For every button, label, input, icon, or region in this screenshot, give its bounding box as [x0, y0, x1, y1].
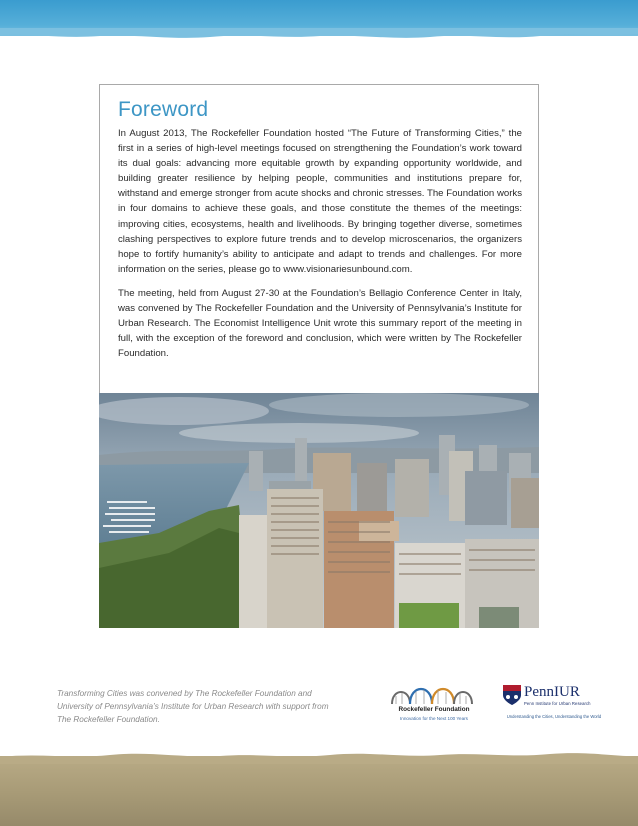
foreword-title: Foreword [118, 98, 209, 121]
rockefeller-logo-name: Rockefeller Foundation [398, 706, 470, 713]
penn-iur-logo [500, 684, 608, 724]
foreword-paragraph-1: In August 2013, The Rockefeller Foundation hosted “The Future of Transforming Cities,” the first in a series of high-level meetings focused on strengthening the Foundation’s work toward its dual goals: advancing more equitable growth by expanding opportunity worldwide, and building greater resilience by helping people, communities and institutions prepare for, withstand and emerge stronger from acute shocks and chronic stresses. The Foundation works in four domains to achieve these goals, and those constitute the themes of the meetings: improving cities, ecosystems, health and livelihoods. By bringing together diverse, sometimes clashing perspectives to explore future trends and to develop microscenarios, the organizers hope to fortify humanity’s ability to anticipate and adapt to trends and challenges. For more information on the series, please go to www.visionariesunbound.com. [118, 128, 522, 275]
penn-shield-icon [502, 684, 522, 706]
penn-iur-wordmark: PennIUR [524, 684, 580, 700]
footer-note [57, 688, 367, 726]
bottom-decorative-band [0, 756, 638, 826]
rockefeller-arches-icon [380, 680, 488, 706]
footer-note-line-3: The Rockefeller Foundation. [57, 714, 160, 724]
footer-note-line-2: University of Pennsylvania’s Institute for Urban Research with support from [57, 701, 329, 711]
rockefeller-logo-tagline: Innovation for the Next 100 Years [400, 716, 468, 721]
footer-note-line-1: Transforming Cities was convened by The Rockefeller Foundation and [57, 689, 312, 698]
penn-iur-subtitle: Penn Institute for Urban Research [524, 701, 591, 706]
top-decorative-band [0, 0, 638, 36]
foreword-body [118, 126, 522, 370]
top-band-rough-edge [0, 28, 638, 42]
city-skyline-photo [99, 393, 539, 628]
bottom-band-rough-edge [0, 748, 638, 764]
foreword-paragraph-2: The meeting, held from August 27-30 at the Foundation’s Bellagio Conference Center in Italy, was convened by The Rockefeller Foundation and the University of Pennsylvania’s Institute for Urban Research. The Economist Intelligence Unit wrote this summary report of the meeting in full, with the exception of the foreword and conclusion, which were written by The Rockefeller Foundation. [118, 287, 522, 360]
rockefeller-foundation-logo [380, 680, 488, 728]
penn-iur-tagline: Understanding the Cities, Understanding the World [506, 714, 602, 719]
